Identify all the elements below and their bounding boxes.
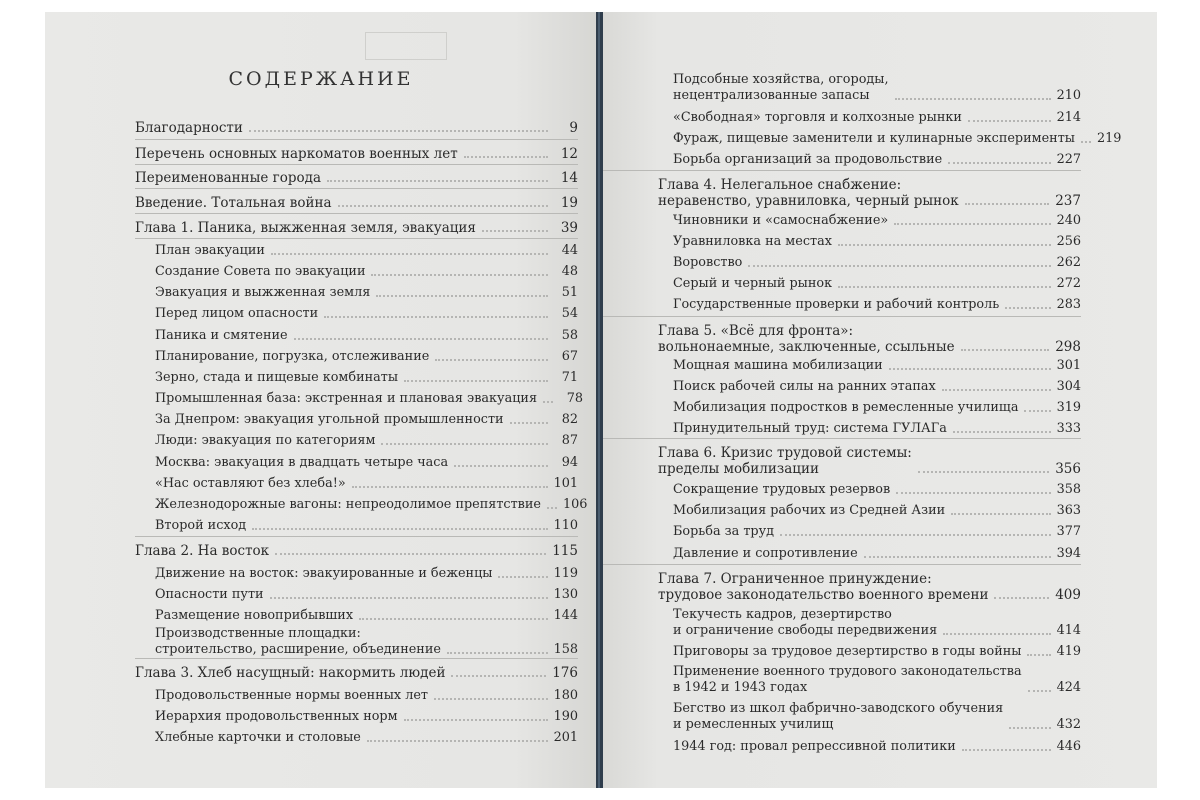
toc-entry-title: Опасности пути (155, 587, 264, 602)
toc-page-number: 424 (1056, 680, 1081, 695)
toc-entry-title: Эвакуация и выжженная земля (155, 285, 371, 300)
toc-entry-title: Борьба за труд (673, 524, 775, 539)
dot-leader (1081, 141, 1091, 143)
toc-entry-title: План эвакуации (155, 243, 265, 258)
toc-chapter-entry (658, 177, 1081, 209)
toc-entry-title (658, 323, 955, 355)
toc-section-entry (155, 518, 578, 534)
toc-entry-title: Железнодорожные вагоны: непреодолимое препятствие (155, 497, 541, 512)
toc-section-entry (673, 644, 1081, 660)
toc-section-entry (155, 328, 578, 344)
toc-entry-title-line2: и ограничение свободы передвижения (673, 623, 938, 638)
toc-entry-title: Воровство (673, 255, 743, 270)
dot-leader (1027, 654, 1050, 656)
dot-leader (338, 205, 548, 207)
right-page (603, 12, 1157, 788)
toc-chapter-entry (658, 445, 1081, 477)
section-separator (135, 658, 578, 659)
section-separator (603, 170, 1081, 171)
toc-entry-title (658, 445, 912, 477)
toc-section-entry (155, 455, 578, 471)
toc-page-number: 214 (1056, 110, 1081, 125)
toc-page-number: 304 (1056, 379, 1081, 394)
toc-page-number: 39 (560, 220, 578, 236)
toc-page-number: 51 (561, 285, 578, 300)
toc-section-entry (673, 400, 1081, 416)
toc-page-number: 210 (1056, 88, 1081, 103)
toc-entry-title (155, 626, 441, 658)
toc-page-number: 9 (569, 120, 578, 136)
section-separator (135, 536, 578, 537)
section-separator (135, 213, 578, 214)
toc-entry-title: Размещение новоприбывших (155, 608, 354, 623)
toc-section-entry (673, 546, 1081, 562)
dot-leader (1028, 690, 1051, 692)
toc-section-entry (155, 497, 588, 513)
dot-leader (324, 316, 548, 318)
toc-entry-title: Государственные проверки и рабочий контроль (673, 297, 1000, 312)
section-separator (603, 438, 1081, 439)
toc-entry-title: Перечень основных наркоматов военных лет (135, 146, 458, 162)
toc-page-number: 44 (561, 243, 578, 258)
toc-page-number: 446 (1056, 739, 1081, 754)
dot-leader (270, 597, 548, 599)
dot-leader (498, 576, 547, 578)
toc-section-entry (673, 276, 1081, 292)
dot-leader (510, 422, 548, 424)
toc-entry-title-line2: строительство, расширение, объединение (155, 642, 441, 657)
toc-page-number: 283 (1056, 297, 1081, 312)
toc-section-entry (155, 412, 578, 428)
toc-page-number: 106 (562, 497, 588, 512)
toc-chapter-entry (658, 571, 1081, 603)
dot-leader (404, 380, 548, 382)
toc-section-entry (155, 626, 578, 658)
toc-chapter-entry (135, 146, 578, 162)
toc-entry-title-line1: Глава 4. Нелегальное снабжение: (658, 177, 902, 193)
toc-page-number: 119 (553, 566, 578, 581)
toc-section-entry (155, 349, 578, 365)
dot-leader (1009, 727, 1050, 729)
dot-leader (1005, 307, 1050, 309)
dot-leader (447, 652, 548, 654)
toc-section-entry (673, 110, 1081, 126)
toc-entry-title: Переименованные города (135, 170, 322, 186)
toc-entry-title: Люди: эвакуация по категориям (155, 433, 376, 448)
toc-chapter-entry (135, 195, 578, 211)
toc-chapter-entry (135, 120, 578, 136)
toc-entry-title: Введение. Тотальная война (135, 195, 332, 211)
dot-leader (894, 223, 1050, 225)
toc-page-number: 67 (561, 349, 578, 364)
toc-entry-title: Москва: эвакуация в двадцать четыре часа (155, 455, 449, 470)
section-separator (135, 139, 578, 140)
toc-chapter-entry (135, 170, 578, 186)
toc-entry-title: Серый и черный рынок (673, 276, 833, 291)
dot-leader (948, 162, 1050, 164)
dot-leader (275, 553, 546, 555)
dot-leader (451, 675, 546, 677)
toc-page-number: 144 (553, 608, 578, 623)
toc-page-number: 363 (1056, 503, 1081, 518)
section-separator (135, 188, 578, 189)
toc-entry-title: Мощная машина мобилизации (673, 358, 883, 373)
toc-page-number: 319 (1056, 400, 1081, 415)
toc-page-number: 240 (1056, 213, 1081, 228)
toc-entry-title: Планирование, погрузка, отслеживание (155, 349, 430, 364)
toc-section-entry (673, 739, 1081, 755)
toc-page-number: 201 (553, 730, 578, 745)
section-separator (135, 164, 578, 165)
toc-entry-title-line2: вольнонаемные, заключенные, ссыльные (658, 339, 955, 355)
toc-page-number: 71 (561, 370, 578, 385)
dot-leader (435, 359, 548, 361)
toc-section-entry (673, 421, 1081, 437)
section-separator (135, 238, 578, 239)
dot-leader (252, 528, 547, 530)
toc-entry-title-line2: неравенство, уравниловка, черный рынок (658, 193, 959, 209)
toc-page-number: 394 (1056, 546, 1081, 561)
toc-chapter-entry (135, 220, 578, 236)
toc-entry-title (673, 701, 1003, 733)
toc-entry-title-line1: Глава 5. «Всё для фронта»: (658, 323, 854, 339)
toc-section-entry (155, 476, 578, 492)
toc-entry-title: Благодарности (135, 120, 243, 136)
toc-page-number: 12 (560, 146, 578, 162)
toc-section-entry (155, 566, 578, 582)
toc-section-entry (155, 243, 578, 259)
toc-section-entry (673, 664, 1081, 696)
toc-entry-title-line2: в 1942 и 1943 годах (673, 680, 808, 695)
toc-page-number: 409 (1055, 587, 1081, 603)
toc-entry-title-line1: Подсобные хозяйства, огороды, (673, 72, 889, 87)
dot-leader (951, 513, 1050, 515)
toc-page-number: 419 (1056, 644, 1081, 659)
toc-page-number: 180 (553, 688, 578, 703)
dot-leader (464, 156, 548, 158)
dot-leader (482, 230, 548, 232)
toc-section-entry (673, 358, 1081, 374)
toc-entry-title-line2: трудовое законодательство военного времени (658, 587, 989, 603)
dot-leader (454, 465, 548, 467)
toc-entry-title: Поиск рабочей силы на ранних этапах (673, 379, 936, 394)
toc-page-number: 176 (552, 665, 578, 681)
toc-page-number: 94 (561, 455, 578, 470)
dot-leader (962, 749, 1051, 751)
toc-entry-title: «Нас оставляют без хлеба!» (155, 476, 346, 491)
toc-entry-title-line2: и ремесленных училищ (673, 717, 834, 732)
dot-leader (895, 98, 1051, 100)
toc-entry-title: «Свободная» торговля и колхозные рынки (673, 110, 962, 125)
dot-leader (352, 486, 548, 488)
toc-section-entry (673, 482, 1081, 498)
toc-entry-title-line2: пределы мобилизации (658, 461, 819, 477)
toc-page-number: 301 (1056, 358, 1081, 373)
toc-entry-title: Глава 1. Паника, выжженная земля, эвакуация (135, 220, 476, 236)
dot-leader (838, 286, 1050, 288)
dot-leader (864, 556, 1051, 558)
toc-section-entry (155, 306, 578, 322)
dot-leader (359, 618, 548, 620)
toc-entry-title-line1: Глава 7. Ограниченное принуждение: (658, 571, 932, 587)
toc-page-number: 110 (553, 518, 578, 533)
toc-page-number: 272 (1056, 276, 1081, 291)
toc-page-number: 130 (553, 587, 578, 602)
toc-page-number: 432 (1056, 717, 1081, 732)
toc-page-number: 82 (561, 412, 578, 427)
dot-leader (376, 295, 548, 297)
toc-entry-title: За Днепром: эвакуация угольной промышленности (155, 412, 504, 427)
toc-section-entry (673, 255, 1081, 271)
toc-entry-title: Зерно, стада и пищевые комбинаты (155, 370, 399, 385)
toc-entry-title: Борьба организаций за продовольствие (673, 152, 943, 167)
toc-entry-title (673, 72, 889, 104)
dot-leader (780, 534, 1051, 536)
toc-section-entry (673, 72, 1081, 104)
dot-leader (381, 443, 548, 445)
toc-chapter-entry (135, 543, 578, 559)
dot-leader (896, 492, 1050, 494)
toc-page-number: 101 (553, 476, 578, 491)
dot-leader (371, 274, 548, 276)
toc-entry-title (673, 664, 1022, 696)
toc-section-entry (155, 264, 578, 280)
toc-entry-title: Сокращение трудовых резервов (673, 482, 891, 497)
toc-entry-title-line1: Применение военного трудового законодательства (673, 664, 1022, 679)
toc-chapter-entry (135, 665, 578, 681)
dot-leader (961, 349, 1050, 351)
dot-leader (543, 401, 553, 403)
toc-entry-title: Перед лицом опасности (155, 306, 319, 321)
toc-entry-title: Принудительный труд: система ГУЛАГа (673, 421, 947, 436)
toc-section-entry (155, 370, 578, 386)
right-toc (603, 12, 1157, 788)
toc-page-number: 377 (1056, 524, 1081, 539)
toc-entry-title: Глава 3. Хлеб насущный: накормить людей (135, 665, 446, 681)
dot-leader (434, 698, 548, 700)
toc-entry-title: Промышленная база: экстренная и плановая эвакуация (155, 391, 538, 406)
toc-page-number: 58 (561, 328, 578, 343)
toc-section-entry (673, 607, 1081, 639)
toc-section-entry (673, 152, 1081, 168)
dot-leader (1024, 410, 1050, 412)
toc-entry-title: Приговоры за трудовое дезертирство в годы войны (673, 644, 1022, 659)
toc-entry-title: Создание Совета по эвакуации (155, 264, 366, 279)
dot-leader (271, 253, 548, 255)
toc-page-number: 115 (552, 543, 578, 559)
toc-section-entry (673, 503, 1081, 519)
toc-page-number: 158 (553, 642, 578, 657)
toc-entry-title: Паника и смятение (155, 328, 288, 343)
toc-entry-title: Уравниловка на местах (673, 234, 832, 249)
toc-entry-title-line1: Глава 6. Кризис трудовой системы: (658, 445, 912, 461)
toc-entry-title-line2: нецентрализованные запасы (673, 88, 870, 103)
toc-entry-title: Чиновники и «самоснабжение» (673, 213, 889, 228)
toc-entry-title: Продовольственные нормы военных лет (155, 688, 428, 703)
toc-section-entry (673, 234, 1081, 250)
dot-leader (249, 130, 548, 132)
dot-leader (404, 719, 548, 721)
toc-section-entry (673, 701, 1081, 733)
toc-entry-title: Иерархия продовольственных норм (155, 709, 398, 724)
dot-leader (748, 265, 1050, 267)
toc-page-number: 358 (1056, 482, 1081, 497)
toc-entry-title (658, 177, 959, 209)
toc-entry-title (658, 571, 988, 603)
toc-page-number: 78 (566, 391, 584, 406)
toc-page-number: 356 (1055, 461, 1081, 477)
toc-page-number: 414 (1056, 623, 1081, 638)
dot-leader (327, 180, 548, 182)
dot-leader (953, 431, 1051, 433)
toc-entry-title: Мобилизация рабочих из Средней Азии (673, 503, 946, 518)
dot-leader (965, 203, 1049, 205)
dot-leader (943, 633, 1050, 635)
toc-entry-title: Фураж, пищевые заменители и кулинарные эксперименты (673, 131, 1075, 146)
toc-section-entry (155, 587, 578, 603)
toc-page-number: 262 (1056, 255, 1081, 270)
toc-entry-title: Мобилизация подростков в ремесленные училища (673, 400, 1019, 415)
section-separator (603, 316, 1081, 317)
toc-entry-title: Хлебные карточки и столовые (155, 730, 361, 745)
dot-leader (968, 120, 1051, 122)
toc-section-entry (155, 608, 578, 624)
toc-section-entry (155, 709, 578, 725)
left-toc (45, 12, 597, 788)
toc-page-number: 48 (561, 264, 578, 279)
toc-entry-title: 1944 год: провал репрессивной политики (673, 739, 956, 754)
dot-leader (367, 740, 548, 742)
toc-page-number: 54 (561, 306, 578, 321)
toc-entry-title: Второй исход (155, 518, 247, 533)
toc-entry-title (673, 607, 937, 639)
toc-section-entry (673, 297, 1081, 313)
toc-page-number: 14 (560, 170, 578, 186)
dot-leader (547, 507, 557, 509)
dot-leader (942, 389, 1051, 391)
toc-section-entry (673, 131, 1122, 147)
toc-page-number: 227 (1056, 152, 1081, 167)
toc-page-number: 87 (561, 433, 578, 448)
toc-page-number: 298 (1055, 339, 1081, 355)
toc-section-entry (673, 379, 1081, 395)
toc-chapter-entry (658, 323, 1081, 355)
toc-entry-title-line1: Производственные площадки: (155, 626, 361, 641)
dot-leader (994, 597, 1049, 599)
toc-section-entry (155, 391, 584, 407)
toc-page-number: 333 (1056, 421, 1081, 436)
toc-entry-title: Движение на восток: эвакуированные и беженцы (155, 566, 493, 581)
dot-leader (918, 471, 1049, 473)
toc-heading: СОДЕРЖАНИЕ (228, 68, 414, 90)
section-separator (603, 564, 1081, 565)
toc-section-entry (155, 730, 578, 746)
toc-section-entry (155, 688, 578, 704)
left-page (45, 12, 597, 788)
toc-section-entry (673, 213, 1081, 229)
dot-leader (294, 338, 548, 340)
toc-entry-title: Глава 2. На восток (135, 543, 270, 559)
toc-page-number: 237 (1055, 193, 1081, 209)
toc-section-entry (673, 524, 1081, 540)
toc-page-number: 256 (1056, 234, 1081, 249)
toc-entry-title-line1: Бегство из школ фабрично-заводского обучения (673, 701, 1004, 716)
dot-leader (889, 368, 1051, 370)
toc-page-number: 190 (553, 709, 578, 724)
toc-section-entry (155, 433, 578, 449)
dot-leader (838, 244, 1051, 246)
toc-section-entry (155, 285, 578, 301)
toc-page-number: 219 (1096, 131, 1122, 146)
toc-entry-title: Давление и сопротивление (673, 546, 858, 561)
toc-page-number: 19 (560, 195, 578, 211)
toc-entry-title-line1: Текучесть кадров, дезертирство (673, 607, 892, 622)
